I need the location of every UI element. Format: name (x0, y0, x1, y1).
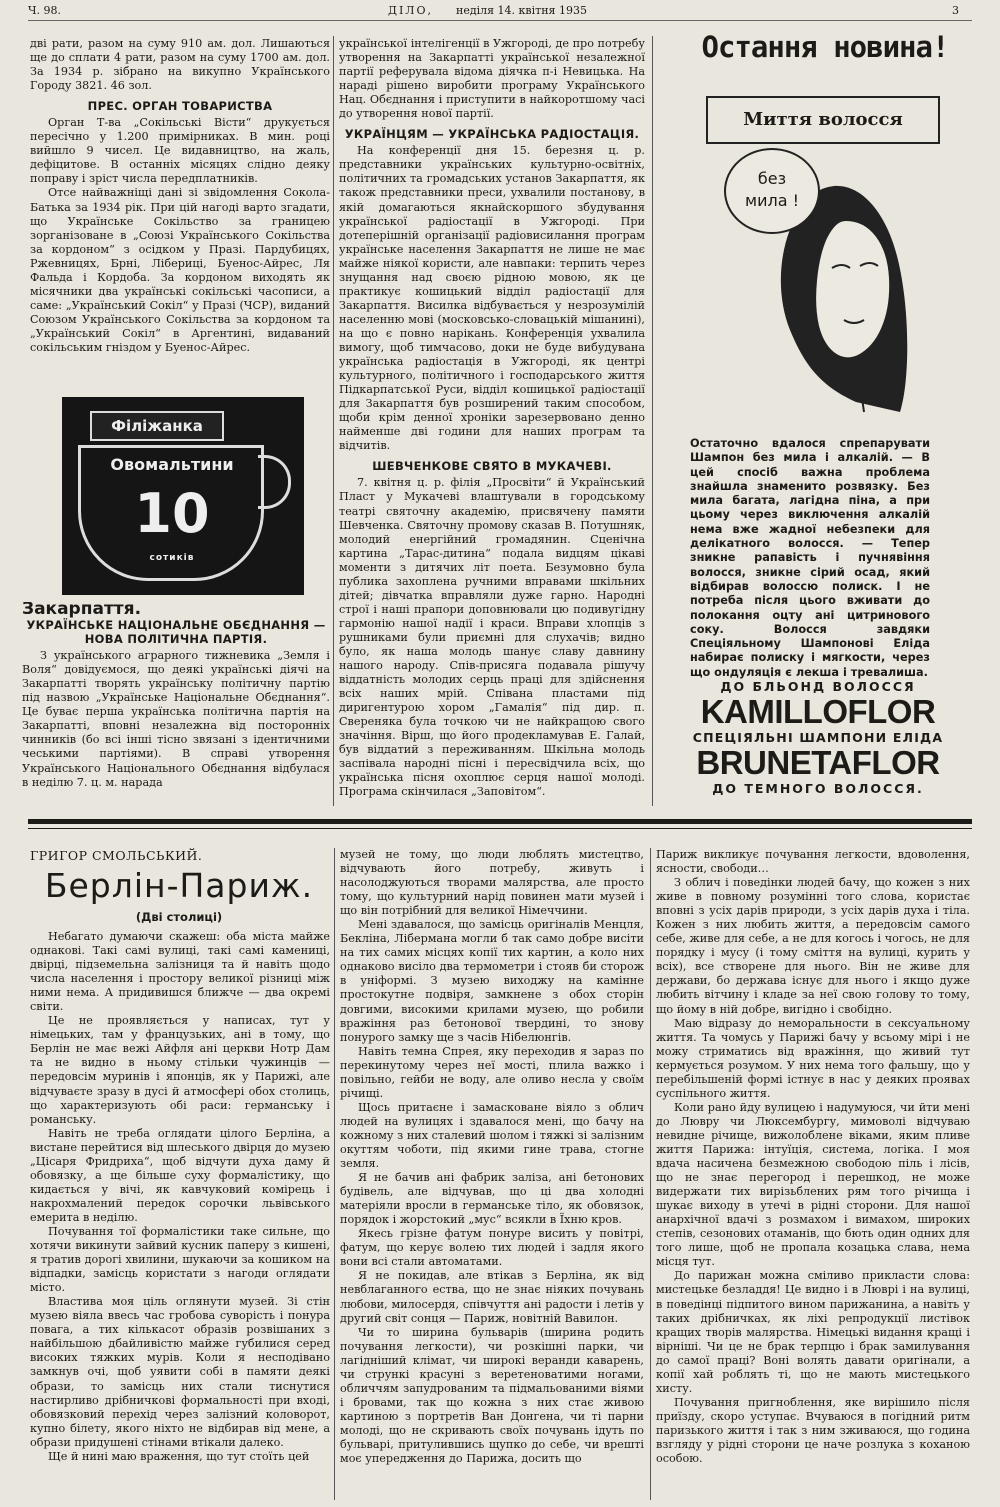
shevchenko-paragraph: 7. квітня ц. р. філія „Просвіти“ й Український Пласт у Мукачеві влаштували в городському театрі святочну академію, присвячену памяти Шевченка. Святочну промову сказав В. Потушняк, молодий енергійний громадянин. Сценічна картина „Тарас-дитина“ подала видцям цікаві моменти з дитячих літ поета. Безумовно була публика захоплена ручними вправами шкільних дітей; дівчатка вправляли дуже гарно. Народні строї і наші прапори доповнювали цю подивугідну гармонію нашої надії і краси. Вправи хлопців з рушниками були приємні для слухачів; видно було, як наша молодь шанує славу давнину нашого народу. Спів-присяга подавала рішучу віддатність молодих серць праці для здійснення всіх наших мрій. Співана пластами під диригентурою хором „Гамалія“ під дир. п. Свереняка була точкою чи не найкращою свого значіння. Вірш, що його продекламував Е. Галай, був віддатий з переживанням. Шкільна молодь заспівала народні пісні і пересвідчила всіх, що українська пісня охоплює серця нашої молоді. Програма скінчилася „Заповітом“. (339, 476, 645, 799)
issue-date: неділя 14. квітня 1935 (456, 4, 587, 17)
shampoo-ad-text: Остаточно вдалося спрепарувати Шампон без мила і алкалій. — В цей спосіб важна проблема знайшла знаменито розвязку. Без мила багата, лагідна піна, а при цьому через виключення алкалій нема вже жадної небезпеки для делікатного волосся. — Тепер зникне рапавість і пучнявіння волосся, зникне сірий осад, який відбирав волоссю полиск. І не потреба після цього вживати до полокання оцту ані цитринового соку. Волосся завдяки Спеціяльному Шампонові Еліда набирає полиску і мягкости, через що ондуляція є лекша і тревалиша. (690, 437, 930, 679)
brand-block (690, 679, 946, 796)
section-divider-thick (28, 819, 972, 824)
article-paragraph: Коли рано йду вулицею і надумуюся, чи йти мені до Люврy чи Люксембургу, мимоволі відчуваю невидне річище, вижолоблене віками, яким пливе життя Парижа: інтуїція, система, логіка. І моя вдача насичена безмежною свободою піль і лісів, що не знає перегород і перешкод, не може видержати тих вирізьблених рям того річища і шукає виходу в утечі в рідні сторони. Для нашої анархічної вдачі з розмахом і вимахом, широких степів, сезонових отаманів, що бють один одних для того лише, щоб не пропала козацька слава, нема місця тут. (656, 1100, 970, 1269)
article-paragraph: Я не покидав, але втікав з Берліна, як від невблаганного ества, що не знає ніяких почувань любови, милосердя, співчуття ані радости і летів у другий світ сонця — Париж, новітній Вавилон. (340, 1269, 644, 1325)
page-number: 3 (952, 4, 959, 17)
kamilloflor-brand: KAMILLOFLOR (700, 693, 936, 730)
article-paragraph: Навіть темна Спрея, яку переходив я зараз по перекинутому через неї мості, плила важко і повільно, гейби не воду, але оливо несла у своїм річищі. (340, 1044, 644, 1100)
sokil-paragraph: Отсе найважніщі дані зі звідомлення Сокола-Батька за 1934 рік. При цій нагоді варто згадати, що Українське Сокільство за границею зорганізоване в „Союзі Українського Сокільства за кордоном“ з осідком у Празі. Пардубицях, Ржевницях, Брні, Лібериці, Буенос-Айрес, Ля Фальда і Кордоба. За кордоном виходять як місячники два українські сокільські часописи, а саме: „Український Сокіл“ у Празі (ЧСР), виданий Союзом Українського Сокільства за кордоном та „Український Сокіл“ в Аргентині, видаваний сокільським гніздом у Буенос-Айрес. (30, 186, 330, 354)
article-paragraph: Це не проявляється у написах, тут у німецьких, там у французьких, ані в тому, що Берлін не має вежі Айфля ані церкви Нотр Дам та не видно в ньому стільки чужинців — передовсім муринів і японців, як у Парижі, але відчуваєте зразу в дусі й атмосфері обох столиць, що характеризують обі раси: германську і романську. (30, 1014, 330, 1126)
dark-hair-label: ДО ТЕМНОГО ВОЛОССЯ. (712, 781, 924, 796)
article-paragraph: Париж викликує почування легкости, вдоволення, ясности, свободи… (656, 848, 970, 876)
article-paragraph: До парижан можна сміливо прикласти слова: мистецьке безладдя! Це видно і в Люврі і на вулиці, в поведінці підпитого вином парижанина, а навіть у таких дрібничках, як ліхі репродукції листівок кращих творів малярства. Німецькі видання кращі і вірніші. Чи це не брак терпцю і брак замилування до самої праці? Воні волять давати оригінали, а копії хай роблять ті, що не мають мистецького хисту. (656, 1269, 970, 1395)
column-2 (339, 37, 645, 807)
article-paragraph: Маю відразу до неморальности в сексуальному життя. Та чомусь у Парижі бачу у всьому мірі і не можу стриматись від вражіння, що живий тут кермується розумом. У них нема того фальшу, що у перебільшеній формі істнує в нас у деяких проявах суспільного життя. (656, 1016, 970, 1100)
press-heading: ПРЕС. ОРГАН ТОВАРИСТВА (87, 99, 273, 114)
article-paragraph: Почування пригноблення, яке вирішило після приїзду, скоро уступає. Вчуваюся в погідний ритм паризького життя і так з ним зживаюся, що година взгляду у рідні сторони це наче розлука з коханою особою. (656, 1395, 970, 1466)
ovo-label: Філіжанка (90, 411, 224, 441)
article-subtitle: (Дві столиці) (135, 910, 223, 924)
una-heading-1: УКРАЇНСЬКЕ НАЦІОНАЛЬНЕ ОБЄДНАННЯ — (26, 618, 326, 633)
speech-bubble (724, 148, 820, 234)
hair-wash-banner: Миття волосся (706, 96, 940, 144)
article-title: Берлін-Париж. (44, 866, 314, 905)
una-continuation: української інтелігенції в Ужгороді, де про потребу утворення на Закарпатті української незалежної партії реферувала відома діячка п-і Невицька. На нараді рішено виробити програму Українського Нац. Обєднання і приступити в найкоротшому часі до утворення нової партії. (339, 37, 645, 121)
article-paragraph: Небагато думаючи скажеш: оба міста майже однакові. Такі самі вулиці, такі самі камениці, двірці, підземельна залізниця та й навіть щодо числа населення і простору великої різниці між ними нема. А придивишся ближче — два окремі світи. (30, 930, 330, 1014)
zakarpattia-title: Закарпаття. (22, 602, 142, 619)
ovo-price: 10 (134, 482, 210, 545)
ovo-price-unit: сотиків (149, 553, 195, 563)
bubble-line-2: мила ! (745, 191, 799, 210)
masthead (28, 2, 972, 21)
ovo-product-name: Овомальтини (110, 455, 234, 474)
zakarpattia-section (22, 602, 330, 802)
una-heading-2: НОВА ПОЛІТИЧНА ПАРТІЯ. (84, 632, 268, 647)
article-paragraph: Чи то ширина бульварів (ширина родить почування легкости), чи розкішні парки, чи лагідніший клімат, чи широкі веранди каварень, чи стрункі красуні з веретеноватими ногами, обличчям запудрованим та підмальованими віями і бровами, так що кожна з них стає живою картиною з портретів Ван Донгена, чи ті парни молоді, що не скривають своїх почувань ідуть по бульварі, притулившись щупко до себе, чи врешті моє упередження до Парижа, досить що (340, 1325, 644, 1466)
article-paragraph: Якесь грізне фатум понуре висить у повітрі, фатум, що керує волею тих людей і задля якого вони всі стали автоматами. (340, 1227, 644, 1269)
cup-handle-icon (258, 455, 291, 509)
press-paragraph: Орган Т-ва „Сокільські Вісти“ друкується пересічно у 1.200 примірниках. В мин. році вийшло 9 чисел. Це видавництво, на жаль, дефіцитове. В останніх місяцях слідно деяку поправу і зріст числа передплатників. (30, 116, 330, 186)
article-divider-2 (650, 848, 651, 1500)
newspaper-title: ДІЛО, (388, 4, 433, 17)
article-paragraph: З облич і поведінки людей бачу, що кожен з них живе в повному розумінні того слова, користає вповні з усіх дарів природи, з усіх дарів духа і тіла. Кожен з них любить життя, а передовсім самого себе, живе для себе, а не для когось і чогось, не для порядку і мусу (і тому сміття на вулиці, курить у всіх), все створене для нього. Він не живе для держави, бо держава існує для нього і якщо дуже любить вітчину і кладе за неї свою голову то тому, що йому в ній добре, вигідно і свобідно. (656, 876, 970, 1016)
article-paragraph: Я не бачив ані фабрик заліза, ані бетонових будівель, але відчував, що ці два холодні матеріяли вросли в германське тіло, як обовязок, порядок і жорстокий „мус“ всякли в Їхню кров. (340, 1171, 644, 1227)
article-paragraph: Щось притаєне і замасковане віяло з облич людей на вулицях і здавалося мені, що бачу на кожному з них сталевий шолом і тяжкі зі залізним окуттям чоботи, під якими гине трава, стогне земля. (340, 1100, 644, 1171)
radio-paragraph: На конференції дня 15. березня ц. р. представники українських культурно-освітніх, політичних та громадських установ Закарпаття, як також представники преси, ухвалили постанову, в якій домагаються якнайскоршого збудування української радіостації в Ужгороді. При дотеперішній організації радіовисилання програм українське населення Закарпаття не лише не має майже ніякої користи, але навпаки: терпить через знущання над своєю рідною мовою, як це практикує кошицький відділ радіостації для Закарпаття. Висилка відбувається у незрозумілій населенню мові (московсько-словацькій мішанині), на що є повно нарікань. Конференція ухвалила вимогу, щоб тимчасово, доки не буде вибудувана українська радіостація в Ужгороді, як центрі культурного, політичного і господарського життя Підкарпатської Руси, відділ кошицької радіостації для Закарпаття був розширений таким способом, щоби крім денної хроніки зарезервовано денно найменше дві години для наших програм та відчитів. (339, 144, 645, 453)
article-paragraph: Властива моя ціль оглянути музей. Зі стін музею віяла ввесь час гробова суворість і понура повага, а тих кількасот образів розвішаних з найбільшою дбайливістю майже губилися серед високих тяжких мурів. Коли я несподівано замкнув очі, щоб уявити собі в памяти деякі образи, то замісць них стали тиснутися настирливо дрібничкові формальності при вході, обовязковий перехід через залізний коловорот, купно білету, якого ніхто не відбирав від мене, а образи придушені стінами втікали далеко. (30, 1295, 330, 1449)
article-paragraph: Мені здавалося, що замісць оригіналів Менцля, Бекліна, Лібермана могли б так само добре висіти на тих самих місцях копії тих картин, а коло них однаково висіло два термометри і стояв би сторож в уніформі. З музею виходжу на камінне простокутне подвіря, замкнене з обох сторін довгими, високими крилами музею, що робили вражіння раз бетонової твердині, то знову понурого замку ще з часів Нібелюнгів. (340, 918, 644, 1044)
sokil-intro: дві рати, разом на суму 910 ам. дол. Лишаються ще до сплати 4 рати, разом на суму 1700 ам. дол. За 1934 р. зібрано на викупно Українського Городу 3821. 46 зол. (30, 37, 330, 93)
ovomaltine-ad (62, 397, 304, 595)
article-column-2 (340, 848, 644, 1500)
shampoo-ad-title: Остання новина! (701, 30, 949, 64)
column-divider-2 (652, 36, 653, 806)
article-column-3 (656, 848, 970, 1500)
brunetaflor-brand: BRUNETAFLOR (696, 744, 940, 781)
column-1-upper (30, 37, 330, 387)
issue-number: Ч. 98. (28, 4, 61, 17)
bubble-line-1: без (757, 169, 787, 188)
radio-heading: УКРАЇНЦЯМ — УКРАЇНСЬКА РАДІОСТАЦІЯ. (344, 127, 640, 142)
article-paragraph: музей не тому, що люди люблять мистецтво, відчувають його потребу, живуть і насолоджуються творами малярства, але просто тому, що культурний нарід повинен мати музей і що він потрібний для великої Німеччини. (340, 848, 644, 918)
article-author: ГРИГОР СМОЛЬСЬКИЙ. (30, 848, 203, 863)
section-divider-thin (28, 828, 972, 829)
article-divider-1 (334, 848, 335, 1500)
article-paragraph: Навіть не треба оглядати цілого Берліна, а вистане перейтися від шлеського двірця до музею „Цісаря Фридриха“, щоб відчути духа даму й обовязку, а ще більше суху формалістику, що кидається у вічі, як кавчуковий комірець і накрохмалений передок сорочки львівського емерита в неділю. (30, 1126, 330, 1224)
article-paragraph: Ще й нині маю враження, що тут стоїть цей (48, 1449, 310, 1463)
article-column-1 (30, 930, 330, 1500)
elida-label: СПЕЦІЯЛЬНІ ШАМПОНИ ЕЛІДА (692, 730, 944, 745)
blonde-label: ДО БЛЬОНД ВОЛОССЯ (720, 679, 916, 694)
column-divider-1 (333, 36, 334, 806)
shevchenko-heading: ШЕВЧЕНКОВЕ СВЯТО В МУКАЧЕВІ. (372, 459, 612, 474)
article-paragraph: Почування тої формалістики таке сильне, що хотячи викинути зайвий кусник паперу з кишені, я тратив дорогі хвилини, шукаючи за кошиком на відпадки, замісць користати з нагоди оглядати місто. (30, 1224, 330, 1295)
una-paragraph: З українського аграрного тижневика „Земля і Воля“ довідуємося, що деякі українські діячі на Закарпатті творять українську політичну партію під назвою „Українське Національне Обєднання“. Це буває перша українська політична партія на Закарпатті, вповні незалежна від посторонніх чинників (бо всі інші тісно звязані з ідентичними чеськими партіями). В справі утворення Українського Національного Обєднання відбулася в неділю 7. ц. м. нарада (22, 649, 330, 789)
